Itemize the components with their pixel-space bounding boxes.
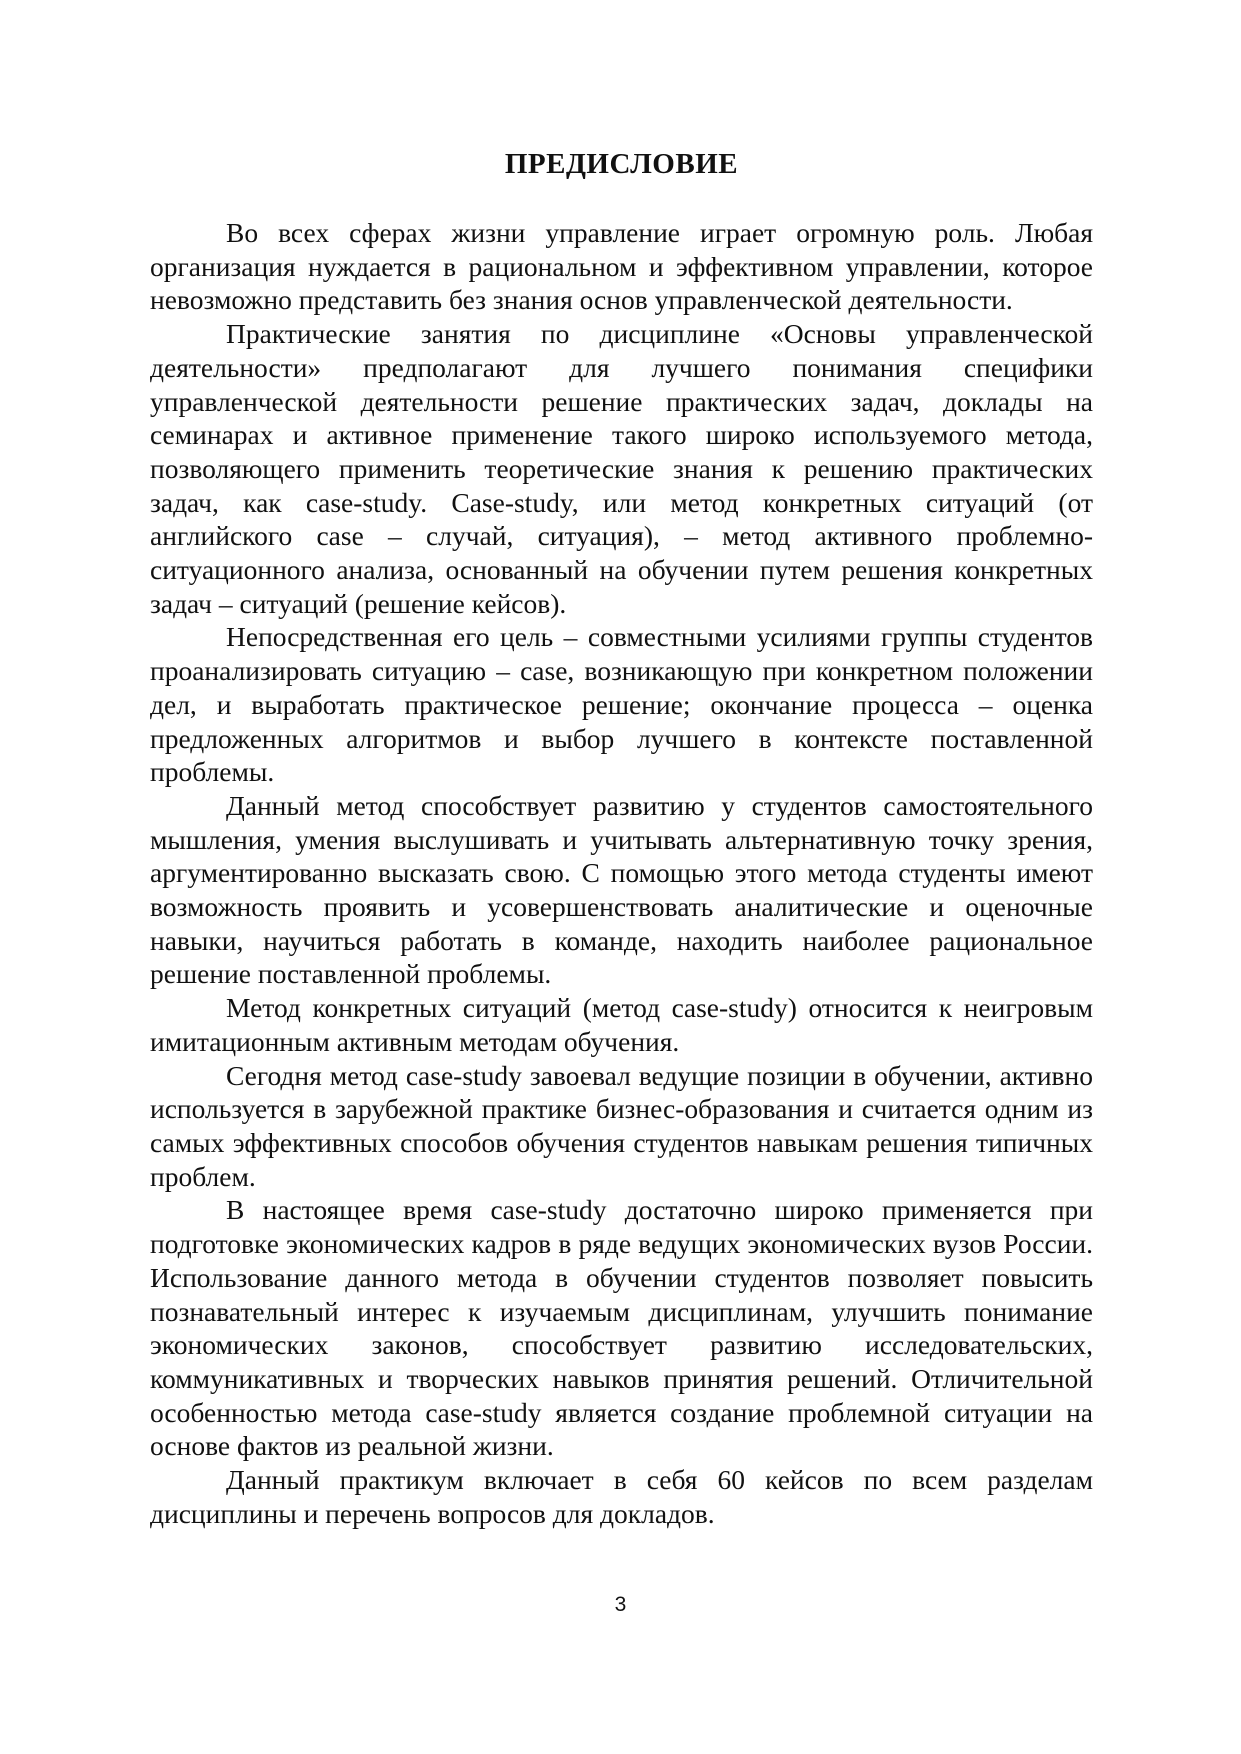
paragraph-1: Во всех сферах жизни управление играет огромную роль. Любая организация нуждается в рациональном и эффективном управлении, которое невозможно представить без знания основ управленческой деятельности. — [150, 217, 1093, 316]
paragraph-6: Сегодня метод case-study завоевал ведущие позиции в обучении, активно используется в зарубежной практике бизнес-образования и считается одним из самых эффективных способов обучения студентов навыкам решения типичных проблем. — [150, 1059, 1093, 1192]
paragraph-2: Практические занятия по дисциплине «Основы управленческой деятельности» предполагают для лучшего понимания специфики управленческой деятельности решение практических задач, доклады на семинарах и активное применение такого широко используемого метода, позволяющего применить теоретические знания к решению практических задач, как case-study. Case-study, или метод конкретных ситуаций (от английского case – случай, ситуация), – метод активного проблемно-ситуационного анализа, основанный на обучении путем решения конкретных задач – ситуаций (решение кейсов). — [150, 318, 1093, 619]
paragraph-4: Данный метод способствует развитию у студентов самостоятельного мышления, умения выслушивать и учитывать альтернативную точку зрения, аргументированно высказать свою. С помощью этого метода студенты имеют возможность проявить и усовершенствовать аналитические и оценочные навыки, научиться работать в команде, находить наиболее рациональное решение поставленной проблемы. — [150, 789, 1093, 990]
paragraph-5: Метод конкретных ситуаций (метод case-study) относится к неигровым имитационным активным методам обучения. — [150, 992, 1093, 1057]
paragraph-7: В настоящее время case-study достаточно широко применяется при подготовке экономических кадров в ряде ведущих экономических вузов России. Использование данного метода в обучении студентов позволяет повысить познавательный интерес к изучаемым дисциплинам, улучшить понимание экономических законов, способствует развитию исследовательских, коммуникативных и творческих навыков принятия решений. Отличительной особенностью метода case-study является создание проблемной ситуации на основе фактов из реальной жизни. — [150, 1194, 1093, 1462]
paragraph-8: Данный практикум включает в себя 60 кейсов по всем разделам дисциплины и перечень вопросов для докладов. — [150, 1464, 1093, 1529]
page-number: 3 — [614, 1593, 627, 1616]
body-text — [150, 216, 1093, 1530]
paragraph-3: Непосредственная его цель – совместными усилиями группы студентов проанализировать ситуацию – case, возникающую при конкретном положении дел, и выработать практическое решение; окончание процесса – оценка предложенных алгоритмов и выбор лучшего в контексте поставленной проблемы. — [150, 621, 1093, 788]
page-title: ПРЕДИСЛОВИЕ — [504, 148, 739, 180]
